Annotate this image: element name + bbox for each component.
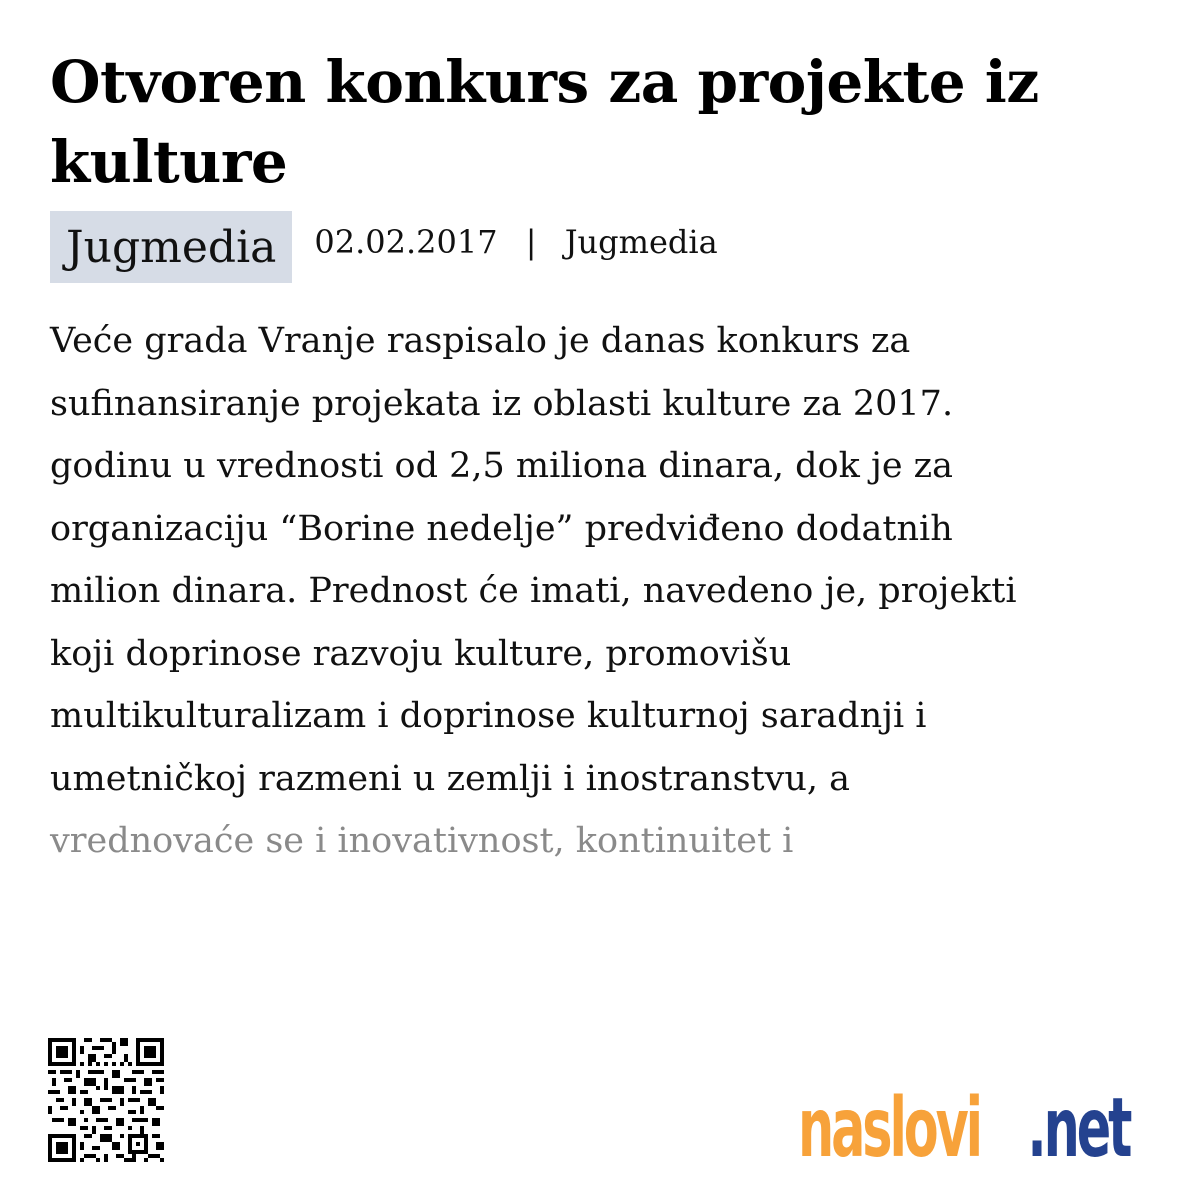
article-body xyxy=(50,310,1160,873)
body-line: Veće grada Vranje raspisalo je danas konkurs za xyxy=(50,321,911,361)
article-title: Otvoren konkurs za projekte iz kulture xyxy=(50,48,1039,196)
meta-separator: | xyxy=(525,223,537,261)
article-meta xyxy=(50,211,718,283)
body-line: godinu u vrednosti od 2,5 miliona dinara, dok je za xyxy=(50,446,953,486)
logo-main-text: naslovi xyxy=(798,1081,980,1170)
meta-line xyxy=(314,223,717,261)
logo-tld-text: .net xyxy=(1027,1081,1130,1170)
body-line: multikulturalizam i doprinose kulturnoj saradnji i xyxy=(50,696,927,736)
body-line: umetničkoj razmeni u zemlji i inostranstvu, a xyxy=(50,758,851,799)
body-line: organizaciju “Borine nedelje” predviđeno dodatnih xyxy=(50,508,953,549)
source-badge[interactable]: Jugmedia xyxy=(50,211,292,283)
author-name: Jugmedia xyxy=(564,223,718,261)
publish-date: 02.02.2017 xyxy=(314,223,498,261)
body-line: koji doprinose razvoju kulture, promovišu xyxy=(50,633,792,674)
body-line: milion dinara. Prednost će imati, navedeno je, projekti xyxy=(50,571,1017,611)
naslovi-logo[interactable] xyxy=(798,1060,1168,1170)
body-line-faded: vrednovaće se i inovativnost, kontinuitet i xyxy=(50,821,794,861)
body-line: sufinansiranje projekata iz oblasti kulture za 2017. xyxy=(50,383,954,424)
qr-code-icon[interactable] xyxy=(47,1038,165,1162)
